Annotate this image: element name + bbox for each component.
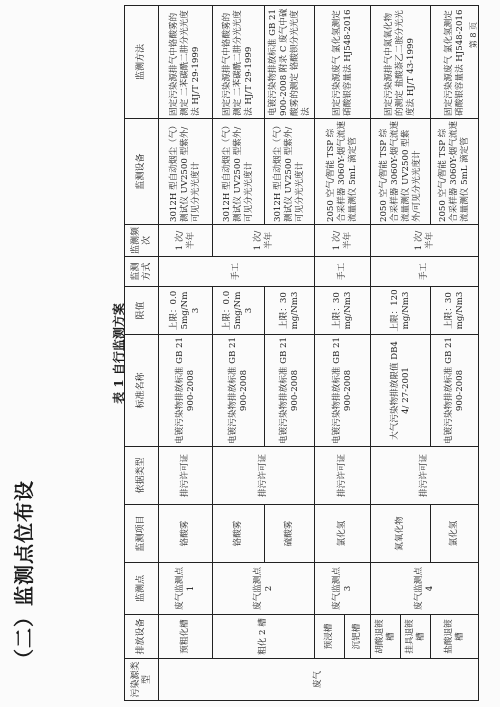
device-cell: 2050 空气/智能 TSP 综合采样器 3060Y-烟气流速流量测仪 5mL 滴定管 <box>315 119 371 225</box>
frequency-cell: 1 次/半年 <box>213 225 315 257</box>
frequency-cell: 1 次/半年 <box>159 225 213 257</box>
point-cell: 废气监测点 3 <box>315 563 371 615</box>
standard-cell: 电镀污染物排放标准 GB 21900-2008 <box>265 335 315 447</box>
basis-cell: 排污许可证 <box>315 447 371 505</box>
basis-cell: 排污许可证 <box>159 447 213 505</box>
header-cell: 污染源类型 <box>125 659 159 701</box>
equipment-cell: 胡酸退镀槽 <box>371 615 401 659</box>
table-row <box>315 6 345 701</box>
header-cell: 排放设备 <box>125 615 159 659</box>
header-cell: 限值 <box>125 287 159 335</box>
basis-cell: 排污许可证 <box>213 447 315 505</box>
device-cell: 3012H 型自动烟尘（气）测试仪 UV2500 型紫外/可见分光光度计 <box>213 119 265 225</box>
header-cell: 监测设备 <box>125 119 159 225</box>
item-cell: 氯化氢 <box>431 505 479 563</box>
point-cell: 废气监测点 1 <box>159 563 213 615</box>
standard-cell: 电镀污染物排放标准 GB 21900-2008 <box>159 335 213 447</box>
method-cell: 固定污染源废气 氯化氢测定 硝酸银容量法 HJ548-2016 <box>431 6 479 119</box>
point-cell: 废气监测点 4 <box>371 563 479 615</box>
monitoring-table <box>124 5 479 701</box>
equipment-cell: 沉钯槽 <box>345 615 371 659</box>
mode-cell: 手工 <box>315 257 371 287</box>
method-cell: 电镀污染物排放标准 GB 21900-2008 附录 C 废气中硫酸雾的测定 铬酸钡分光光度法 <box>265 6 315 119</box>
limit-cell: 上限：120mg/Nm3 <box>371 287 431 335</box>
device-cell: 3012H 型自动烟尘（气）测试仪 UV2500 型紫外/可见分光光度计 <box>159 119 213 225</box>
header-cell: 监测点 <box>125 563 159 615</box>
method-cell: 固定污染源排气中铬酸雾的测定 二苯碳酰二肼分光光度法 HJ/T 29-1999 <box>213 6 265 119</box>
standard-cell: 大气污染物排放限值 DB44/ 27-2001 <box>371 335 431 447</box>
item-cell: 硫酸雾 <box>265 505 315 563</box>
limit-cell: 上限：30mg/Nm3 <box>315 287 371 335</box>
item-cell: 氯化氢 <box>315 505 371 563</box>
basis-cell: 排污许可证 <box>371 447 479 505</box>
section-title: （二）监测点位布设 <box>12 480 36 669</box>
header-row <box>125 6 159 701</box>
mode-cell: 手工 <box>371 257 479 287</box>
page-number: 第 8 页 <box>469 22 478 49</box>
equipment-cell: 盐酸退镀槽 <box>431 615 479 659</box>
device-cell: 3012H 型自动烟尘（气）测试仪 UV2500 型紫外/可见分光光度计 <box>265 119 315 225</box>
header-cell: 监测项目 <box>125 505 159 563</box>
limit-cell: 上限：30mg/Nm3 <box>431 287 479 335</box>
header-cell: 依据类型 <box>125 447 159 505</box>
table-row <box>213 6 265 701</box>
standard-cell: 电镀污染物排放标准 GB 21900-2008 <box>315 335 371 447</box>
monitoring-table-wrap <box>124 6 479 701</box>
item-cell: 铬酸雾 <box>159 505 213 563</box>
table-row <box>371 6 401 701</box>
standard-cell: 电镀污染物排放标准 GB 21900-2008 <box>213 335 265 447</box>
standard-cell: 电镀污染物排放标准 GB 21900-2008 <box>431 335 479 447</box>
item-cell: 铬酸雾 <box>213 505 265 563</box>
equipment-cell: 预浸槽 <box>315 615 345 659</box>
equipment-cell: 预粗化槽 <box>159 615 213 659</box>
frequency-cell: 1 次/半年 <box>371 225 479 257</box>
method-cell: 固定污染源排气中氮氧化物的测定 盐酸萘乙二胺分光光度法 HJ/T 43-1999 <box>371 6 431 119</box>
method-cell: 固定污染源排气中铬酸雾的测定 二苯碳酰二肼分光光度法 HJ/T 29-1999 <box>159 6 213 119</box>
category-cell: 废气 <box>159 659 479 701</box>
table-title: 表 1 自行监测方案 <box>112 303 126 404</box>
equipment-cell: 挂具退镀槽 <box>401 615 431 659</box>
point-cell: 废气监测点 2 <box>213 563 315 615</box>
limit-cell: 上限：0.05mg/Nm3 <box>213 287 265 335</box>
header-cell: 监测方法 <box>125 6 159 119</box>
device-cell: 2050 空气/智能 TSP 综合采样器 3060Y-烟气流速流量测仪 UV2500 型紫外/可见分光光度计 <box>371 119 431 225</box>
device-cell: 2050 空气/智能 TSP 综合采样器 3060Y-烟气流速流量测仪 5mL 滴定管 <box>431 119 479 225</box>
table-row <box>159 6 213 701</box>
mode-cell: 手工 <box>159 257 315 287</box>
item-cell: 氮氧化物 <box>371 505 431 563</box>
header-cell: 标准名称 <box>125 335 159 447</box>
header-cell: 监测方式 <box>125 257 159 287</box>
method-cell: 固定污染源废气 氯化氢测定 硝酸银容量法 HJ548-2016 <box>315 6 371 119</box>
frequency-cell: 1 次/半年 <box>315 225 371 257</box>
limit-cell: 上限：30mg/Nm3 <box>265 287 315 335</box>
limit-cell: 上限：0.05mg/Nm3 <box>159 287 213 335</box>
equipment-cell: 粗化 2 槽 <box>213 615 315 659</box>
header-cell: 监测频次 <box>125 225 159 257</box>
